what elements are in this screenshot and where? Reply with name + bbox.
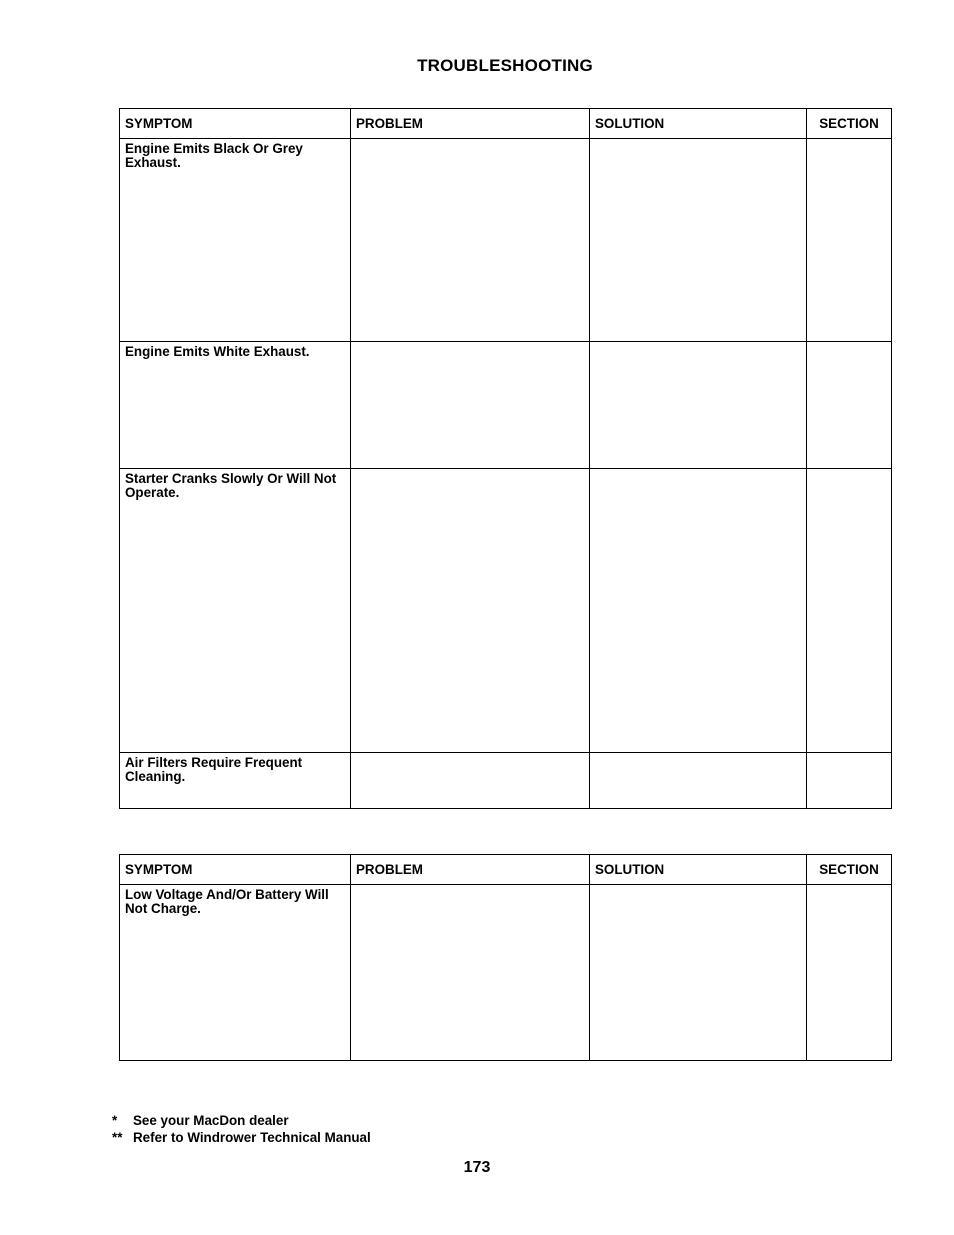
section-cell <box>807 139 892 342</box>
header-solution: SOLUTION <box>590 109 807 139</box>
symptom-cell: Engine Emits Black Or Grey Exhaust. <box>120 139 351 342</box>
symptom-cell: Air Filters Require Frequent Cleaning. <box>120 753 351 809</box>
footnote-text: Refer to Windrower Technical Manual <box>133 1130 371 1145</box>
section-cell <box>807 753 892 809</box>
table-row <box>120 469 892 753</box>
page-title: TROUBLESHOOTING <box>417 56 593 75</box>
symptom-cell: Low Voltage And/Or Battery Will Not Charge. <box>120 885 351 1061</box>
table-row <box>120 139 892 342</box>
problem-cell <box>351 469 590 753</box>
header-solution: SOLUTION <box>590 855 807 885</box>
problem-cell <box>351 885 590 1061</box>
troubleshooting-table-engine <box>119 108 892 809</box>
solution-cell <box>590 139 807 342</box>
problem-cell <box>351 342 590 469</box>
table-header-row <box>120 109 892 139</box>
section-cell <box>807 469 892 753</box>
solution-cell <box>590 753 807 809</box>
footnote <box>112 1129 371 1146</box>
section-cell <box>807 885 892 1061</box>
header-problem: PROBLEM <box>351 855 590 885</box>
troubleshooting-table-electrical <box>119 854 892 1061</box>
solution-cell <box>590 469 807 753</box>
solution-cell <box>590 342 807 469</box>
table-header-row <box>120 855 892 885</box>
footnotes <box>112 1112 371 1146</box>
header-symptom: SYMPTOM <box>120 109 351 139</box>
table-row <box>120 885 892 1061</box>
header-section: SECTION <box>807 855 892 885</box>
footnote-mark: * <box>112 1113 118 1128</box>
problem-cell <box>351 139 590 342</box>
table-row <box>120 753 892 809</box>
symptom-cell: Starter Cranks Slowly Or Will Not Operate. <box>120 469 351 753</box>
symptom-cell: Engine Emits White Exhaust. <box>120 342 351 469</box>
page-number: 173 <box>463 1159 491 1176</box>
section-cell <box>807 342 892 469</box>
table-row <box>120 342 892 469</box>
header-problem: PROBLEM <box>351 109 590 139</box>
footnote-text: See your MacDon dealer <box>133 1113 289 1128</box>
footnote-mark: ** <box>112 1130 123 1145</box>
header-symptom: SYMPTOM <box>120 855 351 885</box>
problem-cell <box>351 753 590 809</box>
solution-cell <box>590 885 807 1061</box>
header-section: SECTION <box>807 109 892 139</box>
footnote <box>112 1112 371 1129</box>
